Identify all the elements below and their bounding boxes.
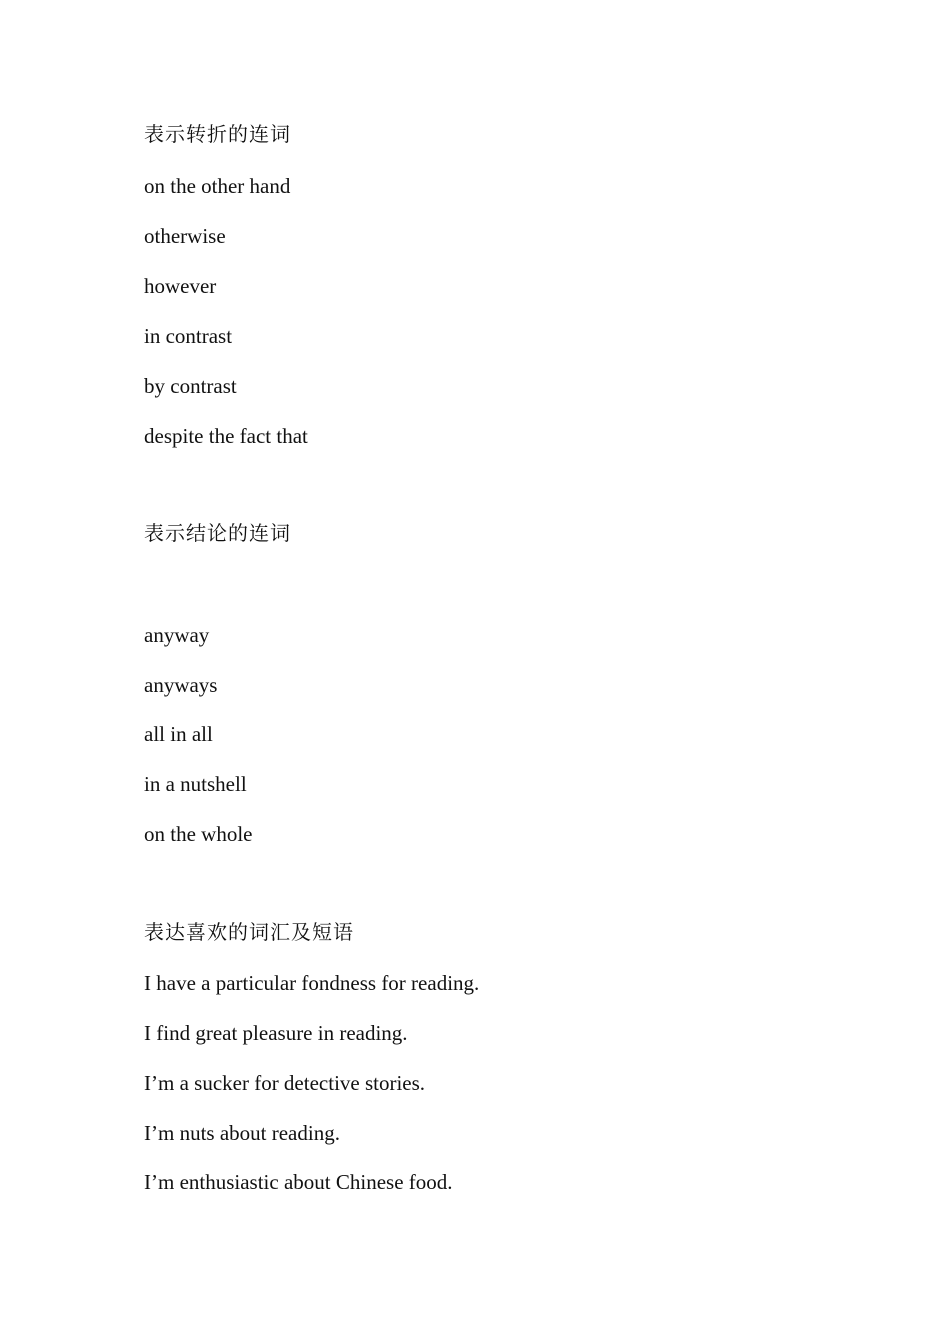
list-item: however — [144, 274, 217, 298]
list-item: I find great pleasure in reading. — [144, 1021, 408, 1045]
section-heading-conclusion: 表示结论的连词 — [144, 521, 291, 545]
list-item: I’m a sucker for detective stories. — [144, 1071, 426, 1095]
list-item: anyway — [144, 623, 210, 647]
section-heading-contrast: 表示转折的连词 — [144, 122, 291, 146]
list-item: anyways — [144, 673, 218, 697]
list-item: in a nutshell — [144, 772, 247, 796]
list-item: despite the fact that — [144, 424, 308, 448]
list-item: I have a particular fondness for reading. — [144, 971, 480, 995]
list-item: all in all — [144, 722, 213, 746]
list-item: by contrast — [144, 374, 237, 398]
section-heading-likes: 表达喜欢的词汇及短语 — [144, 920, 354, 944]
list-item: on the whole — [144, 822, 253, 846]
list-item: I’m enthusiastic about Chinese food. — [144, 1170, 453, 1194]
list-item: otherwise — [144, 224, 226, 248]
list-item: on the other hand — [144, 174, 291, 198]
list-item: in contrast — [144, 324, 233, 348]
list-item: I’m nuts about reading. — [144, 1121, 340, 1145]
